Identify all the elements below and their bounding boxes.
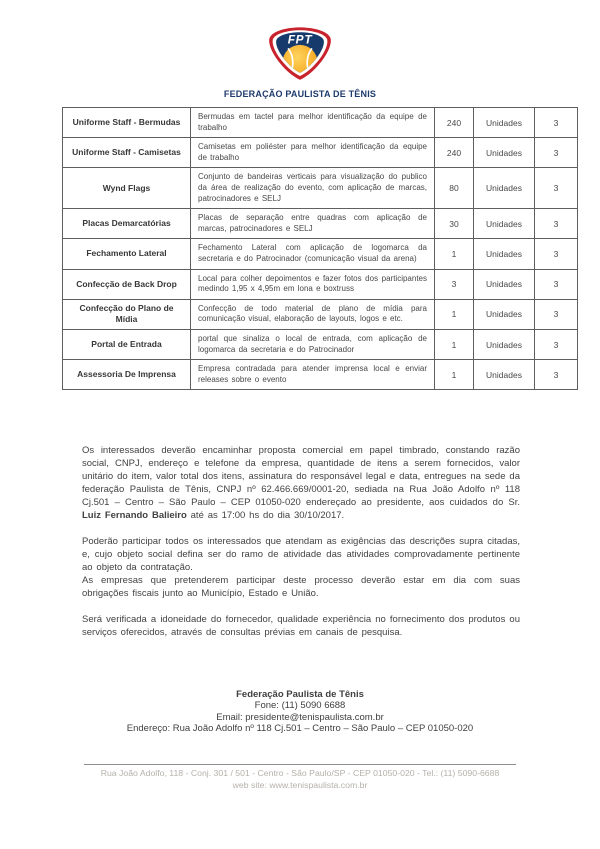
table-row bbox=[63, 299, 578, 329]
item-name-cell: Wynd Flags bbox=[63, 168, 191, 209]
table-row bbox=[63, 138, 578, 168]
item-qty-cell: 240 bbox=[435, 138, 474, 168]
item-qty-cell: 30 bbox=[435, 209, 474, 239]
paragraph-proposal-instructions bbox=[82, 444, 520, 522]
item-description-cell: Placas de separação entre quadras com aplicação de marcas, patrocinadores e SELJ bbox=[191, 209, 435, 239]
table-row bbox=[63, 269, 578, 299]
item-unit-cell: Unidades bbox=[474, 138, 535, 168]
item-description-cell: Empresa contradada para atender imprensa local e enviar releases sobre o evento bbox=[191, 360, 435, 390]
page-header bbox=[0, 0, 600, 99]
footer-website-line: web site: www.tenispaulista.com.br bbox=[232, 779, 368, 790]
table-row bbox=[63, 108, 578, 138]
item-qty-cell: 1 bbox=[435, 299, 474, 329]
item-description-cell: Confecção de todo material de plano de mídia para comunicação visual, elaboração de layouts, logos e etc. bbox=[191, 299, 435, 329]
president-name: Luiz Fernando Balieiro bbox=[82, 510, 187, 521]
item-unit-cell: Unidades bbox=[474, 108, 535, 138]
contact-phone: Fone: (11) 5090 6688 bbox=[254, 700, 346, 712]
item-qty-cell: 1 bbox=[435, 329, 474, 359]
item-unit-cell: Unidades bbox=[474, 329, 535, 359]
org-title: FEDERAÇÃO PAULISTA DE TÊNIS bbox=[223, 89, 377, 99]
fpt-shield-logo-icon bbox=[265, 26, 335, 82]
item-name-cell: Assessoria De Imprensa bbox=[63, 360, 191, 390]
item-unit-cell: Unidades bbox=[474, 168, 535, 209]
table-row bbox=[63, 168, 578, 209]
item-score-cell: 3 bbox=[535, 269, 578, 299]
items-table bbox=[62, 107, 578, 390]
item-score-cell: 3 bbox=[535, 108, 578, 138]
item-name-cell: Uniforme Staff - Bermudas bbox=[63, 108, 191, 138]
paragraph-text: Os interessados deverão encaminhar proposta comercial em papel timbrado, constando razão social, CNPJ, endereço e telefone da empresa, quantidade de itens a serem fornecidos, valor unitário do item, valor total dos itens, assinatura do responsável legal e data, entregues na sede da federação Paulista de Tênis, CNPJ nº 62.466.669/0001-20, sediada na Rua João Adolfo nº 118 Cj.501 – Centro – São Paulo – CEP 01050-020 endereçado ao presidente, aos cuidados do Sr. bbox=[82, 445, 520, 508]
item-score-cell: 3 bbox=[535, 168, 578, 209]
item-qty-cell: 3 bbox=[435, 269, 474, 299]
item-score-cell: 3 bbox=[535, 329, 578, 359]
paragraph-fiscal-obligations: As empresas que pretenderem participar deste processo deverão estar em dia com suas obrigações fiscais junto ao Município, Estado e União. bbox=[82, 575, 520, 599]
table-row bbox=[63, 209, 578, 239]
item-score-cell: 3 bbox=[535, 299, 578, 329]
contact-address: Endereço: Rua João Adolfo nº 118 Cj.501 – Centro – São Paulo – CEP 01050-020 bbox=[126, 723, 474, 735]
item-score-cell: 3 bbox=[535, 239, 578, 269]
item-qty-cell: 80 bbox=[435, 168, 474, 209]
item-description-cell: Camisetas em poliéster para melhor identificação da equipe de trabalho bbox=[191, 138, 435, 168]
item-name-cell: Placas Demarcatórias bbox=[63, 209, 191, 239]
item-score-cell: 3 bbox=[535, 360, 578, 390]
page-footer bbox=[0, 764, 600, 791]
footer-address-line: Rua João Adolfo, 118 - Conj. 301 / 501 - Centro - São Paulo/SP - CEP 01050-020 - Tel.: (11) 5090-6688 bbox=[100, 768, 500, 778]
item-name-cell: Fechamento Lateral bbox=[63, 239, 191, 269]
item-description-cell: Fechamento Lateral com aplicação de logomarca da secretaria e do Patrocinador (comunicação visual da arena) bbox=[191, 239, 435, 269]
footer-divider bbox=[84, 764, 516, 765]
item-qty-cell: 240 bbox=[435, 108, 474, 138]
item-qty-cell: 1 bbox=[435, 360, 474, 390]
item-name-cell: Portal de Entrada bbox=[63, 329, 191, 359]
item-description-cell: Conjunto de bandeiras verticais para visualização do publico da área de realização do evento, com aplicação de marcas, patrocinadores e SELJ bbox=[191, 168, 435, 209]
table-row bbox=[63, 239, 578, 269]
item-name-cell: Confecção de Back Drop bbox=[63, 269, 191, 299]
body-text bbox=[82, 444, 520, 639]
item-description-cell: Local para colher depoimentos e fazer fotos dos participantes medindo 1,95 x 4,95m em lona e boxtruss bbox=[191, 269, 435, 299]
contact-email: Email: presidente@tenispaulista.com.br bbox=[216, 711, 384, 723]
item-unit-cell: Unidades bbox=[474, 209, 535, 239]
item-description-cell: portal que sinaliza o local de entrada, com aplicação de logomarca da secretaria e do Patrocinador bbox=[191, 329, 435, 359]
table-row bbox=[63, 360, 578, 390]
paragraph-supplier-verification: Será verificada a idoneidade do fornecedor, qualidade experiência no fornecimento dos produtos ou serviços oferecidos, através de consultas prévias em canais de pesquisa. bbox=[82, 614, 520, 638]
item-score-cell: 3 bbox=[535, 209, 578, 239]
item-qty-cell: 1 bbox=[435, 239, 474, 269]
paragraph-text: até as 17:00 hs do dia 30/10/2017. bbox=[186, 510, 345, 521]
contact-block bbox=[0, 689, 600, 735]
item-name-cell: Confecção do Plano de Mídia bbox=[63, 299, 191, 329]
table-row bbox=[63, 329, 578, 359]
item-name-cell: Uniforme Staff - Camisetas bbox=[63, 138, 191, 168]
item-unit-cell: Unidades bbox=[474, 360, 535, 390]
item-description-cell: Bermudas em tactel para melhor identificação da equipe de trabalho bbox=[191, 108, 435, 138]
item-score-cell: 3 bbox=[535, 138, 578, 168]
paragraph-eligibility: Poderão participar todos os interessados que atendam as exigências das descrições supra citadas, e, cujo objeto social defina ser do ramo de atividade das atividades comprovadamente pertinente ao objeto da contratação. bbox=[82, 536, 520, 573]
contact-org-name: Federação Paulista de Tênis bbox=[236, 689, 364, 700]
item-unit-cell: Unidades bbox=[474, 299, 535, 329]
item-unit-cell: Unidades bbox=[474, 239, 535, 269]
logo-fpt-text: FPT bbox=[287, 32, 313, 47]
item-unit-cell: Unidades bbox=[474, 269, 535, 299]
